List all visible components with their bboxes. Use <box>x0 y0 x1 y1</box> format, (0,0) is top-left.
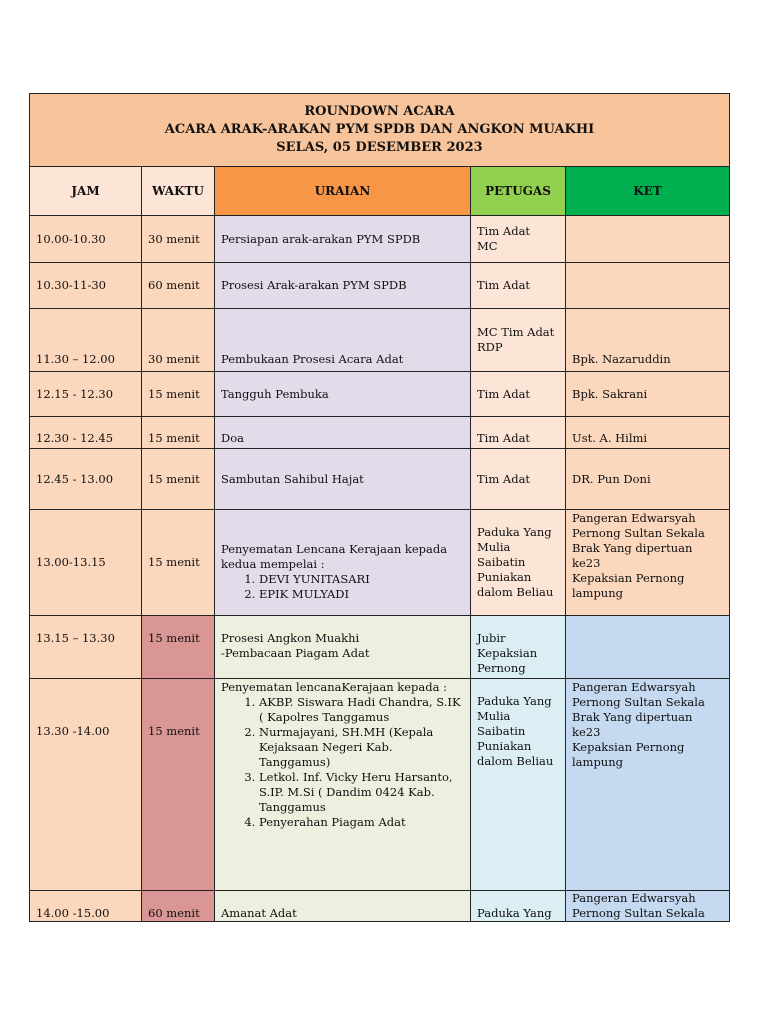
ket-line: Pernong Sultan Sekala <box>572 906 705 920</box>
cell-petugas: Tim Adat <box>471 263 566 309</box>
ket-line: Brak Yang dipertuan <box>572 710 693 724</box>
ket-line: Pernong Sultan Sekala <box>572 526 705 540</box>
cell-uraian: Amanat Adat <box>215 891 471 922</box>
cell-uraian <box>215 679 471 891</box>
petugas-line: Puniakan <box>477 739 532 753</box>
cell-ket <box>566 891 730 922</box>
petugas-line: Pernong <box>477 661 526 675</box>
list-item: 1. DEVI YUNITASARI <box>259 572 464 587</box>
cell-waktu: 30 menit <box>142 309 215 372</box>
cell-uraian: Pembukaan Prosesi Acara Adat <box>215 309 471 372</box>
list-item: 2. EPIK MULYADI <box>259 587 464 602</box>
header-ket: KET <box>566 167 730 216</box>
ket-line: Brak Yang dipertuan <box>572 541 693 555</box>
petugas-line: Mulia <box>477 540 511 554</box>
cell-uraian: Doa <box>215 417 471 449</box>
petugas-line: Paduka Yang <box>477 694 552 708</box>
list-item: 2. Nurmajayani, SH.MH (Kepala Kejaksaan Negeri Kab. Tanggamus) <box>259 725 464 770</box>
cell-jam: 12.30 - 12.45 <box>30 417 142 449</box>
ket-line: Pangeran Edwarsyah <box>572 891 696 905</box>
cell-jam: 11.30 – 12.00 <box>30 309 142 372</box>
header-waktu: WAKTU <box>142 167 215 216</box>
cell-ket: Bpk. Sakrani <box>566 372 730 417</box>
list-item: 3. Letkol. Inf. Vicky Heru Harsanto, S.IP. M.Si ( Dandim 0424 Kab. Tanggamus <box>259 770 464 815</box>
petugas-line: dalom Beliau <box>477 754 554 768</box>
cell-uraian <box>215 510 471 616</box>
petugas-line: RDP <box>477 340 503 354</box>
cell-petugas: Paduka Yang <box>471 891 566 922</box>
title-line-3: SELAS, 05 DESEMBER 2023 <box>276 140 483 155</box>
cell-petugas <box>471 679 566 891</box>
cell-jam: 14.00 -15.00 <box>30 891 142 922</box>
table-row <box>30 263 730 309</box>
cell-ket <box>566 216 730 263</box>
cell-ket <box>566 616 730 679</box>
list-item: 4. Penyerahan Piagam Adat <box>259 815 464 830</box>
cell-waktu: 30 menit <box>142 216 215 263</box>
ket-line: Kepaksian Pernong <box>572 740 685 754</box>
petugas-line: Saibatin <box>477 555 526 569</box>
header-petugas: PETUGAS <box>471 167 566 216</box>
petugas-line: dalom Beliau <box>477 585 554 599</box>
ket-line: ke23 <box>572 556 601 570</box>
title-line-1: ROUNDOWN ACARA <box>304 104 455 119</box>
table-row <box>30 449 730 510</box>
uraian-intro: Penyematan Lencana Kerajaan kepada kedua mempelai : <box>221 541 448 571</box>
cell-waktu: 60 menit <box>142 891 215 922</box>
table-row <box>30 216 730 263</box>
cell-ket <box>566 263 730 309</box>
petugas-line: MC <box>477 239 498 253</box>
petugas-line: Jubir <box>477 631 506 645</box>
cell-petugas <box>471 616 566 679</box>
uraian-list <box>221 572 464 602</box>
ket-line: Kepaksian Pernong <box>572 571 685 585</box>
table-row <box>30 309 730 372</box>
cell-jam: 12.45 - 13.00 <box>30 449 142 510</box>
ket-line: Pangeran Edwarsyah <box>572 511 696 525</box>
header-uraian: URAIAN <box>215 167 471 216</box>
uraian-intro: Penyematan lencanaKerajaan kepada : <box>221 680 448 694</box>
cell-waktu: 15 menit <box>142 372 215 417</box>
cell-petugas: Tim Adat <box>471 417 566 449</box>
cell-uraian: Persiapan arak-arakan PYM SPDB <box>215 216 471 263</box>
title-line-2: ACARA ARAK-ARAKAN PYM SPDB DAN ANGKON MUAKHI <box>164 122 595 137</box>
table-row <box>30 417 730 449</box>
table-row <box>30 679 730 891</box>
cell-uraian: Sambutan Sahibul Hajat <box>215 449 471 510</box>
cell-waktu: 15 menit <box>142 679 215 891</box>
cell-ket <box>566 679 730 891</box>
table-row <box>30 891 730 922</box>
cell-waktu: 15 menit <box>142 510 215 616</box>
petugas-line: MC Tim Adat <box>477 325 555 339</box>
cell-petugas <box>471 216 566 263</box>
cell-jam: 10.00-10.30 <box>30 216 142 263</box>
uraian-line: Prosesi Angkon Muakhi <box>221 631 360 645</box>
cell-jam: 10.30-11-30 <box>30 263 142 309</box>
ket-line: lampung <box>572 586 623 600</box>
petugas-line: Kepaksian <box>477 646 538 660</box>
table-row <box>30 372 730 417</box>
cell-jam: 12.15 - 12.30 <box>30 372 142 417</box>
ket-line: ke23 <box>572 725 601 739</box>
table-row <box>30 616 730 679</box>
ket-line: lampung <box>572 755 623 769</box>
cell-uraian: Tangguh Pembuka <box>215 372 471 417</box>
petugas-line: Saibatin <box>477 724 526 738</box>
table-title <box>30 94 730 167</box>
uraian-line: -Pembacaan Piagam Adat <box>221 646 370 660</box>
cell-petugas: Tim Adat <box>471 449 566 510</box>
petugas-line: Puniakan <box>477 570 532 584</box>
cell-jam: 13.15 – 13.30 <box>30 616 142 679</box>
cell-waktu: 15 menit <box>142 616 215 679</box>
cell-ket: DR. Pun Doni <box>566 449 730 510</box>
list-item: 1. AKBP. Siswara Hadi Chandra, S.IK ( Kapolres Tanggamus <box>259 695 464 725</box>
uraian-list <box>221 695 464 830</box>
cell-ket: Bpk. Nazaruddin <box>566 309 730 372</box>
cell-petugas: Tim Adat <box>471 372 566 417</box>
cell-jam: 13.00-13.15 <box>30 510 142 616</box>
rundown-table <box>29 93 730 922</box>
header-jam: JAM <box>30 167 142 216</box>
cell-uraian <box>215 616 471 679</box>
cell-ket <box>566 510 730 616</box>
petugas-line: Tim Adat <box>477 224 531 238</box>
cell-waktu: 60 menit <box>142 263 215 309</box>
cell-jam: 13.30 -14.00 <box>30 679 142 891</box>
table-row <box>30 510 730 616</box>
cell-waktu: 15 menit <box>142 449 215 510</box>
ket-line: Pangeran Edwarsyah <box>572 680 696 694</box>
cell-waktu: 15 menit <box>142 417 215 449</box>
cell-petugas <box>471 510 566 616</box>
cell-petugas <box>471 309 566 372</box>
petugas-line: Mulia <box>477 709 511 723</box>
ket-line: Pernong Sultan Sekala <box>572 695 705 709</box>
cell-uraian: Prosesi Arak-arakan PYM SPDB <box>215 263 471 309</box>
petugas-line: Paduka Yang <box>477 525 552 539</box>
cell-ket: Ust. A. Hilmi <box>566 417 730 449</box>
